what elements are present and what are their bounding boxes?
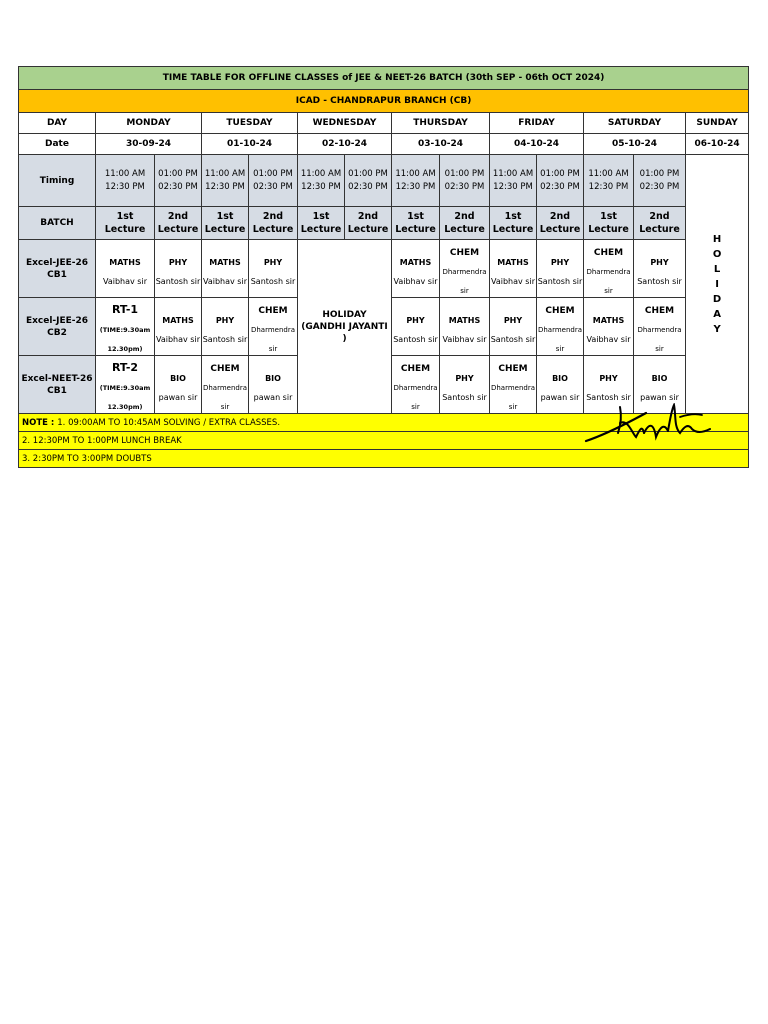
lecture-header: 2nd Lecture [345, 207, 392, 240]
day-wednesday: WEDNESDAY [298, 113, 392, 134]
timing-cell: 01:00 PM 02:30 PM [345, 155, 392, 207]
timing-row [19, 155, 749, 207]
lecture-header: 1st Lecture [96, 207, 155, 240]
day-label: DAY [19, 113, 96, 134]
date-wednesday: 02-10-24 [298, 134, 392, 155]
timing-cell: 11:00 AM 12:30 PM [584, 155, 634, 207]
class-cell: BIO pawan sir [155, 356, 202, 414]
note-2: 2. 12:30PM TO 1:00PM LUNCH BREAK [19, 432, 749, 450]
day-row [19, 113, 749, 134]
class-cell: PHY Santosh sir [202, 298, 249, 356]
date-tuesday: 01-10-24 [202, 134, 298, 155]
class-cell: CHEM Dharmendra sir [392, 356, 440, 414]
lecture-header: 1st Lecture [490, 207, 537, 240]
class-cell: PHY Santosh sir [392, 298, 440, 356]
batch-name: Excel-JEE-26 CB1 [19, 240, 96, 298]
signature-image [584, 403, 712, 445]
note-3: 3. 2:30PM TO 3:00PM DOUBTS [19, 450, 749, 468]
date-label: Date [19, 134, 96, 155]
class-cell: CHEM Dharmendra sir [440, 240, 490, 298]
date-thursday: 03-10-24 [392, 134, 490, 155]
timing-cell: 01:00 PM 02:30 PM [155, 155, 202, 207]
class-cell: MATHS Vaibhav sir [202, 240, 249, 298]
class-cell: BIO pawan sir [537, 356, 584, 414]
class-cell: CHEM Dharmendra sir [202, 356, 249, 414]
class-cell: CHEM Dharmendra sir [537, 298, 584, 356]
wednesday-holiday: HOLIDAY (GANDHI JAYANTI ) [298, 240, 392, 414]
timing-cell: 01:00 PM 02:30 PM [537, 155, 584, 207]
class-cell: PHY Santosh sir [249, 240, 298, 298]
note-1: NOTE : 1. 09:00AM TO 10:45AM SOLVING / EXTRA CLASSES. [19, 414, 749, 432]
lecture-header: 2nd Lecture [537, 207, 584, 240]
lecture-header: 2nd Lecture [249, 207, 298, 240]
timing-cell: 11:00 AM 12:30 PM [202, 155, 249, 207]
class-cell: BIO pawan sir [634, 356, 686, 414]
lecture-header: 2nd Lecture [634, 207, 686, 240]
day-tuesday: TUESDAY [202, 113, 298, 134]
batch-name: Excel-NEET-26 CB1 [19, 356, 96, 414]
timing-cell: 01:00 PM 02:30 PM [249, 155, 298, 207]
note-label: NOTE : [22, 417, 58, 428]
class-cell: MATHS Vaibhav sir [96, 240, 155, 298]
timing-cell: 11:00 AM 12:30 PM [490, 155, 537, 207]
batch-label: BATCH [19, 207, 96, 240]
class-cell: PHY Santosh sir [537, 240, 584, 298]
lecture-header: 1st Lecture [202, 207, 249, 240]
batch-name: Excel-JEE-26 CB2 [19, 298, 96, 356]
class-cell: MATHS Vaibhav sir [584, 298, 634, 356]
class-cell: PHY Santosh sir [155, 240, 202, 298]
class-cell: PHY Santosh sir [490, 298, 537, 356]
class-cell: CHEM Dharmendra sir [249, 298, 298, 356]
day-friday: FRIDAY [490, 113, 584, 134]
branch-name: ICAD - CHANDRAPUR BRANCH (CB) [19, 90, 749, 113]
day-saturday: SATURDAY [584, 113, 686, 134]
date-friday: 04-10-24 [490, 134, 584, 155]
lecture-header: 1st Lecture [584, 207, 634, 240]
class-cell: PHY Santosh sir [584, 356, 634, 414]
lecture-header: 1st Lecture [298, 207, 345, 240]
date-saturday: 05-10-24 [584, 134, 686, 155]
class-cell: MATHS Vaibhav sir [440, 298, 490, 356]
class-cell: PHY Santosh sir [634, 240, 686, 298]
class-cell: CHEM Dharmendra sir [584, 240, 634, 298]
timing-label: Timing [19, 155, 96, 207]
day-thursday: THURSDAY [392, 113, 490, 134]
day-monday: MONDAY [96, 113, 202, 134]
date-row [19, 134, 749, 155]
timing-cell: 11:00 AM 12:30 PM [96, 155, 155, 207]
class-cell: CHEM Dharmendra sir [634, 298, 686, 356]
class-cell: MATHS Vaibhav sir [490, 240, 537, 298]
class-cell: CHEM Dharmendra sir [490, 356, 537, 414]
class-cell: BIO pawan sir [249, 356, 298, 414]
sunday-holiday: H O L I D A Y [686, 155, 749, 414]
timing-cell: 01:00 PM 02:30 PM [440, 155, 490, 207]
timing-cell: 11:00 AM 12:30 PM [392, 155, 440, 207]
timing-cell: 11:00 AM 12:30 PM [298, 155, 345, 207]
lecture-header: 2nd Lecture [155, 207, 202, 240]
date-monday: 30-09-24 [96, 134, 202, 155]
class-cell: PHY Santosh sir [440, 356, 490, 414]
day-sunday: SUNDAY [686, 113, 749, 134]
lecture-header: 1st Lecture [392, 207, 440, 240]
date-sunday: 06-10-24 [686, 134, 749, 155]
rt1-cell: RT-1 (TIME:9.30am 12.30pm) [96, 298, 155, 356]
rt2-cell: RT-2 (TIME:9.30am 12.30pm) [96, 356, 155, 414]
class-cell: MATHS Vaibhav sir [155, 298, 202, 356]
timing-cell: 01:00 PM 02:30 PM [634, 155, 686, 207]
timetable-title: TIME TABLE FOR OFFLINE CLASSES of JEE & NEET-26 BATCH (30th SEP - 06th OCT 2024) [19, 67, 749, 90]
batch-row-jee-cb1 [19, 240, 749, 298]
class-cell: MATHS Vaibhav sir [392, 240, 440, 298]
lecture-header: 2nd Lecture [440, 207, 490, 240]
batch-row [19, 207, 749, 240]
